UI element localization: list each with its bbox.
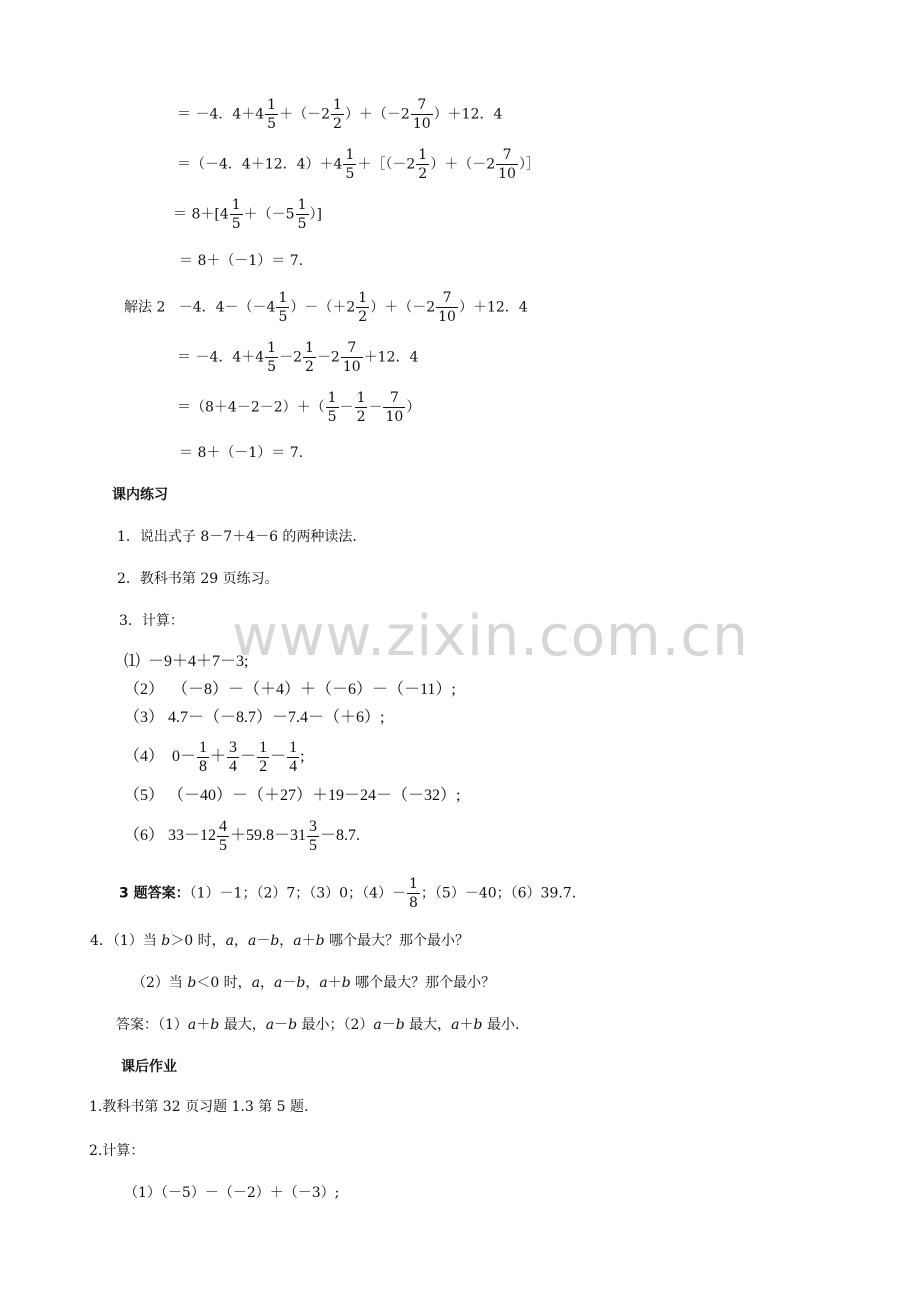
numerator: 1 (199, 739, 208, 756)
text: ）］ (518, 156, 540, 173)
method1-line1 (177, 96, 502, 133)
text: ＝（8＋4－2－2）＋（ (177, 399, 325, 416)
numerator: 1 (267, 340, 277, 356)
numerator: 7 (502, 147, 512, 163)
numerator: 1 (267, 97, 277, 113)
practice-heading: 课内练习 (112, 487, 168, 503)
fraction (287, 739, 299, 776)
numerator: 1 (418, 147, 428, 163)
denominator: 5 (345, 166, 355, 182)
text: ；（5）－40；（6）39.7. (420, 885, 577, 902)
denominator: 5 (267, 359, 277, 375)
numerator: 7 (417, 97, 427, 113)
numerator: 1 (345, 147, 355, 163)
denominator: 10 (438, 309, 456, 325)
fraction (265, 96, 278, 133)
denominator: 10 (412, 116, 431, 132)
variable: a (373, 1017, 382, 1033)
text: ） (406, 399, 421, 416)
text: （2）当 (132, 975, 188, 991)
numerator: 7 (442, 290, 452, 306)
variable: a (251, 975, 261, 991)
item-expression: （－8）－（＋4）＋（－6）－（－11）; (172, 681, 456, 698)
practice-item-6 (124, 818, 360, 855)
variable: a (451, 1017, 460, 1033)
variable: a (265, 1017, 275, 1033)
text: ＋［（－2 (357, 156, 416, 173)
fraction (416, 146, 429, 183)
denominator: 2 (259, 758, 268, 775)
text: ＞0 时， (170, 933, 226, 949)
text: － (339, 399, 354, 416)
item-expression: －9＋4＋7－3; (148, 653, 249, 670)
text: ）] (309, 206, 322, 223)
fraction (197, 739, 209, 776)
numerator: 3 (229, 739, 238, 756)
denominator: 8 (199, 758, 208, 775)
text: 答案：（1） (116, 1017, 188, 1033)
numerator: 1 (231, 197, 241, 213)
text: 33－12 (168, 827, 217, 845)
variable: b (315, 933, 325, 949)
text: ＝ －4．4＋4 (177, 106, 265, 123)
variable: b (395, 1017, 405, 1033)
text: ， (260, 975, 275, 991)
numerator: 1 (305, 340, 314, 356)
text: ＋ (327, 975, 342, 991)
method2-line4: ＝ 8＋（－1）＝ 7. (179, 445, 304, 461)
numerator: 1 (356, 390, 366, 406)
text: 最大， (404, 1017, 452, 1033)
text: ）＋（－2 (344, 106, 410, 123)
item-expression: 4.7－（－8.7）－7.4－（＋6）; (168, 709, 385, 726)
practice-item-5 (124, 787, 460, 805)
denominator: 5 (267, 116, 277, 132)
text: ， (305, 975, 320, 991)
variable: b (288, 1017, 298, 1033)
fraction (276, 289, 289, 326)
variable: b (473, 1017, 483, 1033)
text: ＋ (210, 748, 227, 766)
watermark: www.zixin.com.cn (232, 604, 749, 669)
text: ＋ (459, 1017, 474, 1033)
fraction (257, 739, 269, 776)
practice-q2: 2．教科书第 29 页练习。 (117, 571, 279, 587)
denominator: 2 (418, 166, 428, 182)
practice-q1: 1．说出式子 8－7＋4－6 的两种读法. (117, 529, 357, 545)
method2-line2 (177, 339, 418, 376)
text: ）＋12．4 (458, 299, 528, 316)
fraction (265, 339, 278, 376)
text: － (282, 975, 297, 991)
numerator: 1 (333, 97, 342, 113)
item-expression: （－40）－（＋27）＋19－24－（－32）; (168, 787, 461, 804)
numerator: 4 (219, 818, 228, 835)
fraction (411, 96, 433, 133)
denominator: 5 (219, 837, 228, 854)
text: － (368, 399, 383, 416)
denominator: 2 (356, 409, 366, 425)
text: 最小. (482, 1017, 520, 1033)
answer-3 (119, 875, 576, 912)
denominator: 5 (297, 216, 307, 232)
practice-item-4 (124, 739, 305, 776)
text: ＋ (196, 1017, 211, 1033)
text: －2 (316, 349, 340, 366)
denominator: 4 (229, 758, 238, 775)
practice-q4-1 (90, 932, 469, 950)
denominator: 10 (498, 166, 516, 182)
text: ＋ (301, 933, 316, 949)
text: ）＋12．4 (433, 106, 503, 123)
denominator: 2 (333, 116, 342, 132)
item-number: ⑴ (124, 653, 141, 670)
method2-line3 (177, 389, 420, 426)
fraction (303, 339, 316, 376)
variable: b (210, 1017, 220, 1033)
text: 哪个最大？那个最小？ (350, 975, 496, 991)
denominator: 2 (358, 309, 368, 325)
method-label: 解法 2 (124, 299, 166, 316)
text: ， (233, 933, 248, 949)
text: ＋59.8－31 (230, 827, 307, 845)
method2-line1 (124, 289, 528, 326)
text: ， (279, 933, 294, 949)
fraction (407, 875, 420, 912)
numerator: 1 (278, 290, 288, 306)
item-number: （3） (124, 709, 165, 726)
method1-line2 (177, 146, 540, 183)
text: －2 (279, 349, 303, 366)
numerator: 7 (347, 340, 357, 356)
denominator: 10 (342, 359, 361, 375)
numerator: 1 (259, 739, 268, 756)
variable: b (270, 933, 280, 949)
text: ＋12．4 (363, 349, 419, 366)
denominator: 4 (289, 758, 298, 775)
denominator: 5 (327, 409, 337, 425)
text: ）－（＋2 (290, 299, 356, 316)
text: － (381, 1017, 396, 1033)
text: － (274, 1017, 289, 1033)
text: ＝（－4．4＋12．4）＋4 (177, 156, 343, 173)
variable: a (293, 933, 302, 949)
text: －8.7. (320, 827, 361, 845)
item-number: （6） (124, 827, 165, 845)
text: 4．（1）当 (90, 933, 162, 949)
fraction (383, 389, 405, 426)
text: ）＋（－2 (430, 156, 496, 173)
fraction (227, 739, 239, 776)
fraction (331, 96, 344, 133)
denominator: 5 (278, 309, 288, 325)
variable: b (161, 933, 171, 949)
fraction (326, 389, 339, 426)
numerator: 3 (309, 818, 318, 835)
variable: b (187, 975, 197, 991)
text: ＜0 时， (196, 975, 252, 991)
variable: a (225, 933, 234, 949)
denominator: 10 (385, 409, 404, 425)
fraction (356, 289, 369, 326)
text: ＋（－5 (243, 206, 295, 223)
homework-q2: 2.计算： (89, 1143, 145, 1159)
method1-line4: ＝ 8＋（－1）＝ 7. (179, 253, 304, 269)
variable: a (187, 1017, 197, 1033)
text: ）＋（－2 (370, 299, 436, 316)
text: ＝ 8＋[4 (173, 206, 229, 223)
text: 0－ (172, 748, 197, 766)
denominator: 8 (408, 895, 418, 911)
fraction (307, 818, 319, 855)
fraction (436, 289, 458, 326)
method1-line3 (173, 196, 322, 233)
text: 哪个最大？那个最小？ (324, 933, 470, 949)
fraction (343, 146, 356, 183)
text: ＋（－2 (279, 106, 331, 123)
fraction (496, 146, 518, 183)
text: － (240, 748, 257, 766)
numerator: 1 (408, 876, 418, 892)
variable: b (341, 975, 351, 991)
answer-4 (116, 1016, 519, 1034)
fraction (341, 339, 363, 376)
variable: a (247, 933, 257, 949)
homework-q1: 1.教科书第 32 页习题 1.3 第 5 题. (89, 1099, 309, 1115)
text: － (270, 748, 287, 766)
fraction (230, 196, 243, 233)
denominator: 5 (231, 216, 241, 232)
text: ＝ －4．4＋4 (177, 349, 265, 366)
practice-q4-2 (132, 974, 495, 992)
item-number: （5） (124, 787, 165, 804)
answer-label: 3 题答案： (119, 885, 190, 902)
practice-item-1 (124, 653, 248, 671)
variable: b (296, 975, 306, 991)
practice-item-2 (124, 681, 456, 699)
text: － (256, 933, 271, 949)
numerator: 1 (297, 197, 307, 213)
numerator: 1 (358, 290, 368, 306)
numerator: 1 (327, 390, 337, 406)
fraction (217, 818, 229, 855)
numerator: 7 (389, 390, 399, 406)
text: （1）－1；（2）7；（3）0；（4）－ (189, 885, 406, 902)
denominator: 2 (305, 359, 314, 375)
numerator: 1 (289, 739, 298, 756)
homework-heading: 课后作业 (121, 1059, 177, 1075)
fraction (355, 389, 368, 426)
text: 最大， (219, 1017, 266, 1033)
homework-q2-item-1: （1）（－5）－（－2）＋（－3）; (124, 1185, 340, 1201)
item-number: （4） (124, 748, 165, 766)
text: －4．4－（－4 (178, 299, 276, 316)
variable: a (274, 975, 283, 991)
practice-item-3 (124, 709, 384, 727)
item-number: （2） (124, 681, 165, 698)
text: ; (300, 748, 305, 766)
practice-q3: 3．计算： (119, 613, 184, 629)
text: 最小；（2） (297, 1017, 374, 1033)
fraction (296, 196, 309, 233)
variable: a (319, 975, 328, 991)
denominator: 5 (309, 837, 318, 854)
